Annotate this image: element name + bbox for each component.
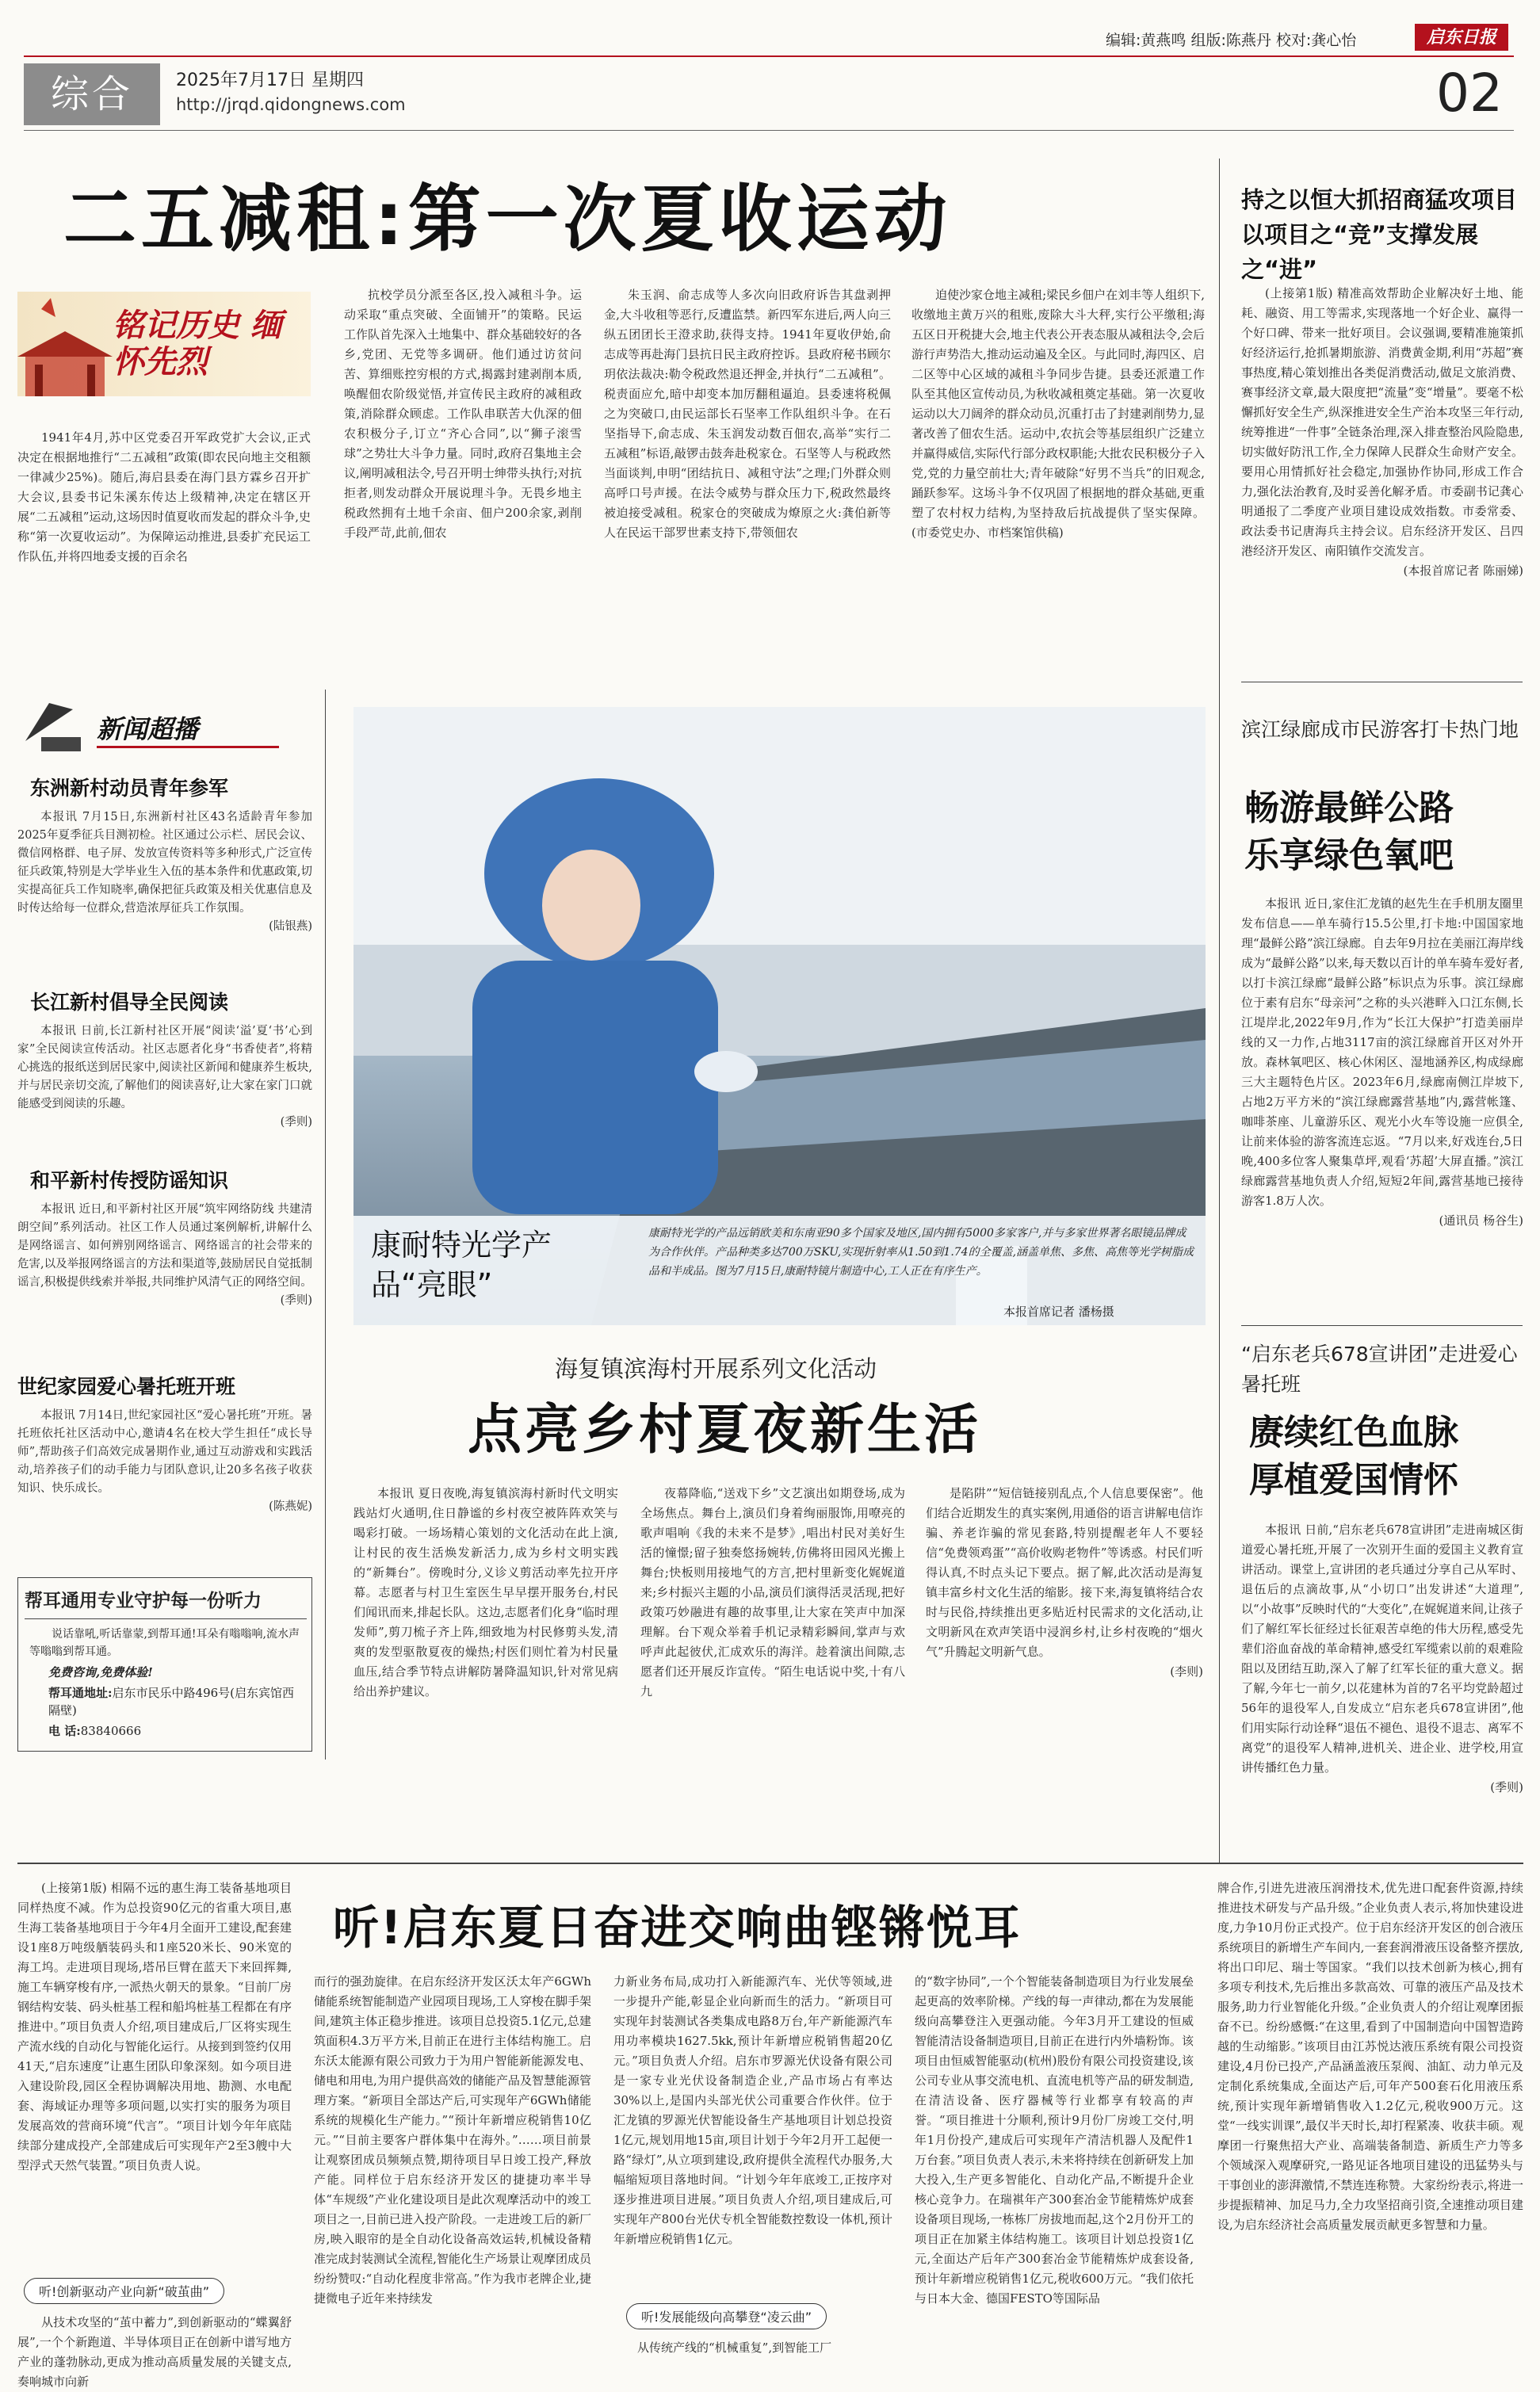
section-label: 综合 [24,63,160,125]
photo-caption-title: 康耐特光学产品“亮眼” [371,1228,552,1302]
brief-4-credit: (陈燕妮) [269,1500,312,1513]
ad-address-value: 启东市民乐中路496号(启东宾馆西隔壁) [48,1686,295,1718]
brief-3-title: 和平新村传授防谣知识 [30,1169,229,1192]
right-mid-headline: 畅游最鲜公路 乐享绿色氧吧 [1244,788,1454,876]
horizontal-divider [17,1863,1523,1864]
history-col-1: 1941年4月,苏中区党委召开军政党扩大会议,正式决定在根据地推行“二五减租”政策(即农民向地主交租额一律减少25%)。随后,海启县委在海门县方霖乡召开扩大会议,县委书记朱溪东传达上级精神,决定在辖区开展“二五减租”运动,这场因时值夏收而发起的群众斗争,史称“第一次夏收运动”。为保障运动推进,县委扩充民运工作队伍,并将四地委支援的百余名 [17,430,311,564]
right-mid-credit: (通讯员 杨谷生) [1439,1213,1523,1228]
ad-phone [48,1722,141,1739]
right-top-headline: 持之以恒大抓招商猛攻项目 以项目之“竞”支撑发展之“进” [1241,186,1518,283]
right-bottom-kicker: “启东老兵678宣讲团”走进爱心暑托班 [1241,1343,1518,1396]
history-headline: 二五减租:第一次夏收运动 [63,177,952,262]
bottom-col-1b: 从技术攻坚的“茧中蓄力”,到创新驱动的“蝶翼舒展”,一个个新跑道、半导体项目正在创新中谱写地方产业的蓬勃脉动,更成为推动高质量发展的关键支点,奏响城市向新 [17,2315,292,2389]
right-top-body [1241,284,1523,680]
briefs-logo-underline [97,746,279,748]
culture-credit: (李则) [1170,1664,1203,1679]
bottom-col-2: 而行的强劲旋律。在启东经济开发区沃太年产6GWh储能系统智能制造产业园项目现场,工人穿梭在脚手架间,建筑主体正稳步推进。该项目总投资5.1亿元,总建筑面积4.3万平方米,目前正在进行主体结构施工。启东沃太能源有限公司致力于为用户智能新能源发电、储电和用电,为用户提供高效的储能产品及智慧能源管理方案。“新项目全部达产后,可实现年产6GWh储能系统的规模化生产能力。”“预计年新增应税销售10亿元。”“目前主要客户群体集中在海外。”……项目前景让观察团成员频频点赞,期待项目早日竣工投产,释放产能。同样位于启东经济开发区的捷捷功率半导体“车规级”产业化建设项目是此次观摩活动中的竣工项目之一,目前已进入投产阶段。一走进竣工后的新厂房,映入眼帘的是全自动化设备高效运转,机械设备精准完成封装测试全流程,智能化生产场景让观摩团成员纷纷赞叹:“自动化程度非常高。”作为我市老牌企业,捷捷微电子近年来持续发 [314,1974,591,2306]
masthead [0,0,1540,135]
ad-free: 免费咨询,免费体验! [48,1665,153,1679]
history-col-4: 迫使沙家仓地主减租;梁民乡佃户在刘丰等人组织下,收缴地主黄万兴的租账,废除大斗大秤,实行公平缴租;海五区日开税捷大会,地主代表公开表态服从减租法令,会后游行声势浩大,推动运动遍及全区。与此同时,海四区、启二区等中心区域的减租斗争同步告捷。县委还派遣工作队至其他区宣传动员,为秋收减租奠定基础。第一次夏收运动以大刀阔斧的群众动员,沉重打击了封建剥削势力,显著改善了佃农生活。运动中,农抗会等基层组织广泛建立并赢得威信,实际代行部分政权职能;大批农民积极分子入党,党的力量空前壮大;青年破除“好男不当兵”的旧观念,踊跃参军。这场斗争不仅巩固了根据地的群众基础,更重塑了农村权力结构,为坚持敌后抗战提供了坚实保障。(市委党史办、市档案馆供稿) [911,288,1205,540]
bottom-col-1: (上接第1版) 相隔不远的惠生海工装备基地项目同样热度不减。作为总投资90亿元的省重大项目,惠生海工装备基地项目于今年4月全面开工建设,配套建设1座8万吨级舾装码头和1座520米长、90米宽的海工坞。走进项目现场,塔吊巨臂在蓝天下来回挥舞,施工车辆穿梭有序,一派热火朝天的景象。“目前厂房钢结构安装、码头桩基工程和船坞桩基工程都在有序推进中。”项目负责人介绍,项目建成后,厂区将实现生产流水线的自动化与智能化运行。从接到到签约仅用41天,“启东速度”让惠生团队印象深刻。如今项目进入建设阶段,园区全程协调解决用地、勘测、水电配套、海域证办理等多项问题,以实打实的服务为项目发展高效的营商环境“代言”。“项目计划今年年底陆续部分建成投产,全部建成后可实现年产2至3艘中大型浮式天然气装置。”项目负责人说。 [17,1881,292,2172]
editor-credits: 编辑:黄燕鸣 组版:陈燕丹 校对:龚心怡 [1106,32,1357,49]
ad-address-label: 帮耳通地址: [48,1686,113,1700]
right-divider-2 [1241,1325,1523,1326]
history-banner [17,292,311,396]
bottom-col-4: 的“数字协同”,一个个智能装备制造项目为行业发展垒起更高的效率阶梯。产线的每一声律动,都在为发展能级向高攀登注入更强动能。今年3月开工建设的恒威智能清洁设备制造项目,目前正在进行内外墙粉饰。该项目由恒威智能驱动(杭州)股份有限公司投资建设,该公司专业从事交流电机、直流电机等产品的研发制造,在清洁设备、医疗器械等行业都享有较高的声誉。“项目推进十分顺利,预计9月份厂房竣工交付,明年1月份投产,建成后可实现年产清洁机器人及配件1万台套。”项目负责人表示,未来将持续在创新研发上加大投入,生产更多智能化、自动化产品,不断提升企业核心竞争力。在瑞褀年产300套冶金节能精炼炉成套设备项目现场,一栋栋厂房拔地而起,这个2月份开工的项目正在加紧主体结构施工。该项目计划总投资1亿元,全面达产后年产300套冶金节能精炼炉成套设备,预计年新增应税销售1亿元,税收600万元。“我们依托与日本大金、德国FESTO等国际品 [915,1974,1194,2306]
header-rule-bottom [24,130,1514,131]
right-bottom-headline: 赓续红色血脉 厚植爱国情怀 [1249,1412,1458,1500]
history-col-2: 抗校学员分派至各区,投入减租斗争。运动采取“重点突破、全面铺开”的策略。民运工作队首先深入土地集中、群众基础较好的各乡,党团、无党等多调研。他们通过访贫问苦、算细账控穷根的方式,揭露封建剥削本质,唤醒佃农阶级觉悟,并宣传民主政府的减租政策,消除群众顾虑。工作队串联苦大仇深的佃农积极分子,订立“齐心合同”,以“狮子滚雪球”之势壮大斗争力量。同时,政府召集地主会议,阐明减租法令,号召开明士绅带头执行;对抗拒者,则发动群众开展说理斗争。无畏乡地主税政然拥有土地千余亩、佃户200余家,剥削手段严苛,此前,佃农 [344,288,583,540]
brief-2-credit: (季则) [280,1116,312,1129]
culture-col-3-text: 是陷阱”“短信链接别乱点,个人信息要保密”。他们结合近期发生的真实案例,用通俗的语言讲解电信诈骗、养老诈骗的常见套路,特别提醒老年人不要轻信“免费领鸡蛋”“高价收购老物件”等诱惑。村民们听得认真,不时点头记下要点。据了解,此次活动是海复镇丰富乡村文化生活的缩影。接下来,海复镇将结合农时与民俗,持续推出更多贴近村民需求的文化活动,让文明新风在欢声笑语中浸润乡村,让乡村夜晚的“烟火气”升腾起文明新气息。 [926,1486,1203,1659]
bottom-col-3: 力新业务布局,成功打入新能源汽车、光伏等领域,进一步提升产能,彰显企业向新而生的活力。“新项目可实现年封装测试各类集成电路8万台,年产新能源汽车用功率模块1627.5kk,预计年新增应税销售超20亿元。”项目负责人介绍。启东市罗源光伏设备有限公司是一家专业光伏设备制造企业,产品市场占有率达30%以上,是国内头部光伏公司重要合作伙伴。位于汇龙镇的罗源光伏智能设备生产基地项目计划总投资1亿元,规划用地15亩,项目计划于今年2月开工起便一路“绿灯”,从立项到建设,政府提供全流程代办服务,大幅缩短项目落地时间。“计划今年年底竣工,正按序对逐步推进项目进展。”项目负责人介绍,项目建成后,可实现年产800台光伏专机全智能数控数设一体机,预计年新增应税销售1亿元。 [613,1974,892,2246]
right-top-credit: (本报首席记者 陈丽娣) [1403,564,1523,578]
culture-kicker: 海复镇滨海村开展系列文化活动 [555,1355,877,1382]
gramophone-icon [17,694,89,757]
brief-1-credit: (陆银燕) [269,920,312,933]
history-banner-text: 铭记历史 缅怀先烈 [113,307,282,380]
section-pill-capability: 听!发展能级向高攀登“凌云曲” [626,2303,827,2329]
brief-1-text: 本报讯 7月15日,东洲新村社区43名适龄青年参加2025年夏季征兵目测初检。社区通过公示栏、居民会议、微信网格群、电子屏、发放宣传资料等多种形式,广泛宣传征兵政策,特别是大学毕业生入伍的基本条件和优惠政策,切实提高征兵工作知晓率,确保把征兵政策及相关优惠信息及时传达给每一位群众,营造浓厚征兵工作氛围。 [17,811,312,915]
photo-caption-text: 康耐特光学的产品远销欧美和东南亚90多个国家及地区,国内拥有5000多家客户,并与多家世界著名眼镜品牌成为合作伙伴。产品种类多达700万SKU,实现折射率从1.50到1.74的全覆盖,涵盖单焦、多焦、高焦等光学树脂成品和半成品。图为7月15日,康耐特镜片制造中心,工人正在有序生产。 [648,1227,1194,1278]
right-bottom-credit: (季则) [1490,1780,1523,1794]
history-col-3: 朱玉润、俞志成等人多次向旧政府诉告其盘剥押金,大斗收租等恶行,反遭监禁。新四军东进后,两人向三纵五团团长王澄求助,获得支持。1941年夏收伊始,俞志成等再赴海门县抗日民主政府控诉。县政府秘书顾尔玥依法裁决:勒令税政然退还押金,并执行“二五减租”。税责面应允,暗中却变本加厉翻租逼迫。县委速将税佩之为突破口,由民运部长石坚率工作队组织斗争。在石坚指导下,俞志成、朱玉润发动数百佃农,高举“实行二五减租”标语,敲锣击鼓奔赴税家仓。石坚等人与税政然当面谈判,申明“团结抗日、减租守法”之理;门外群众则高呼口号声援。在法令威势与群众压力下,税政然最终被迫接受减租。税家仓的突破成为燎原之火:龚伯新等人在民运干部罗世素支持下,带领佃农 [604,288,891,540]
brief-1-title: 东洲新村动员青年参军 [30,777,229,800]
brief-2-title: 长江新村倡导全民阅读 [30,991,229,1014]
brief-4-title: 世纪家园爱心暑托班开班 [17,1375,236,1398]
factory-photo [353,707,1206,1325]
brief-2-text: 本报讯 日前,长江新村社区开展“阅读‘溢’夏‘书’心到家”全民阅读宣传活动。社区志愿者化身“书香使者”,将精心挑选的报纸送到居民家中,阅读社区新闻和健康养生板块,并与居民亲切交流,了解他们的阅读喜好,让大家在家门口就能感受到阅读的乐趣。 [17,1025,312,1110]
right-mid-kicker: 滨江绿廊成市民游客打卡热门地 [1241,718,1519,741]
briefs-logo-text: 新闻超播 [97,714,199,744]
culture-col-1: 本报讯 夏日夜晚,海复镇滨海村新时代文明实践站灯火通明,住日静谧的乡村夜空被阵阵欢笑与喝彩打破。一场场精心策划的文化活动在此上演,让村民的夜生活焕发新活力,成为乡村文明实践的“新舞台”。傍晚时分,义诊义剪活动率先拉开序幕。志愿者与村卫生室医生早早摆开服务台,村民们闻讯而来,排起长队。这边,志愿者们化身“临时理发师”,剪刀梳子齐上阵,细致地为村民修剪头发,清爽的发型驱散夏夜的燥热;村医们则忙着为村民量血压,结合季节特点讲解防暑降温知识,针对常见病给出养护建议。 [353,1486,618,1698]
pavilion-illustration [17,292,113,396]
brief-3-body [17,1201,312,1359]
issue-date: 2025年7月17日 星期四 [176,71,364,90]
page-number: 02 [1436,63,1503,124]
ad-line1: 说话靠吼,听话靠蒙,到帮耳通!耳朵有嗡嗡响,流水声等嗡嗡到帮耳通。 [29,1628,300,1658]
bottom-col-3b: 从传统产线的“机械重复”,到智能工厂 [637,2340,832,2355]
right-bottom-body [1241,1520,1523,1839]
briefs-logo [17,694,279,757]
paper-name: 启东日报 [1426,27,1496,48]
photo-credit: 本报首席记者 潘杨摄 [1003,1305,1114,1319]
right-mid-body [1241,894,1523,1320]
header-rule [24,55,1514,57]
right-top-text: (上接第1版) 精准高效帮助企业解决好土地、能耗、融资、用工等需求,实现落地一个好企业、赢得一个好口碑、带来一批好项目。会议强调,要精准施策抓好经济运行,抢抓暑期旅游、消费黄金期,利用“苏超”赛事热度,精心策划推出各类促消费活动,做足文旅消费、赛事经济文章,最大限度把“流量”变“增量”。要毫不松懈抓好安全生产,纵深推进安全生产治本攻坚三年行动,统筹推进“一件事”全链条治理,深入排查整治风险隐患,切实做好防汛工作,全力保障人民群众生命财产安全。要用心用情抓好社会稳定,加强协作协同,形成工作合力,强化法治教育,及时妥善化解矛盾。市委副书记龚心明通报了二季度产业项目建设成效指数。市委常委、政法委书记唐海兵主持会议。启东经济开发区、吕四港经济开发区、南阳镇作交流发言。 [1241,286,1523,558]
paper-logo [1415,24,1508,51]
vertical-divider [1219,159,1220,1863]
left-vertical-divider [325,690,326,1760]
ad-phone-value: 83840666 [80,1724,142,1738]
bottom-col-5: 牌合作,引进先进液压润滑技术,优先进口配套件资源,持续推进技术研发与产品升级。”企业负责人表示,将加快建设进度,力争10月份正式投产。位于启东经济开发区的创合液压系统项目的新增生产车间内,一套套润滑液压设备整齐摆放,将出口印尼、瑞士等国家。“我们以技术创新为核心,拥有多项专利技术,先后推出多款高效、可靠的液压产品及技术服务,助力行业智能化升级。”企业负责人的介绍让观摩团振奋不已。纷纷感慨:“在这里,看到了中国制造向中国智造跨越的生动缩影。”该项目由江苏悦达液压系统有限公司投资建设,4月份已投产,产品涵盖液压泵阀、油缸、动力单元及定制化系统集成,全面达产后,可年产500套石化用液压系统,预计实现年新增销售收入1.2亿元,税收900万元。这堂“一线实训课”,最仅半天时长,却打程紧凑、收获丰硕。观摩团一行聚焦招大产业、高端装备制造、新质生产力等多个领域深入观摩研究,一路见证各地项目建设的迅猛势头与干事创业的澎湃激情,不禁连连称赞。大家纷纷表示,将进一步提振精神、加足马力,全力攻坚招商引资,全速推动项目建设,为启东经济社会高质量发展贡献更多智慧和力量。 [1217,1881,1523,2232]
brief-4-body [17,1407,312,1565]
culture-col-2: 夜幕降临,“送戏下乡”文艺演出如期登场,成为全场焦点。舞台上,演员们身着绚丽服饰,用嘹亮的歌声唱响《我的未来不是梦》,唱出村民对美好生活的憧憬;留子独奏悠扬婉转,仿佛将田园风光搬上舞台;快板则用接地气的方言,把村里新变化娓娓道来;乡村振兴主题的小品,演员们演得活灵活现,把好政策巧妙融进有趣的故事里,让大家在笑声中加深理解。台下观众举着手机记录精彩瞬间,掌声与欢呼声此起彼伏,汇成欢乐的海洋。趁着演出间隙,志愿者们还开展反诈宣传。“陌生电话说中奖,十有八九 [640,1486,905,1698]
ad-address [48,1684,302,1719]
brief-3-credit: (季则) [280,1294,312,1307]
photo-caption-box [353,1216,1206,1325]
brief-2-body [17,1022,312,1157]
culture-headline: 点亮乡村夏夜新生活 [468,1399,982,1462]
culture-col-3 [926,1484,1203,1817]
brief-3-text: 本报讯 近日,和平新村社区开展“筑牢网络防线 共建清朗空间”系列活动。社区工作人员通过案例解析,讲解什么是网络谣言、如何辨别网络谣言、网络谣言的社会带来的危害,以及举报网络谣言的方法和渠道等,鼓励居民自觉抵制谣言,积极提供线索并举报,共同维护风清气正的网络空间。 [17,1203,312,1289]
brief-1-body [17,808,312,975]
brief-4-text: 本报讯 7月14日,世纪家园社区“爱心暑托班”开班。暑托班依托社区活动中心,邀请4名在校大学生担任“成长导师”,帮助孩子们高效完成暑期作业,通过互动游戏和实践活动,培养孩子们的动手能力与团队意识,让20多名孩子收获知识、快乐成长。 [17,1409,312,1495]
section-pill-innovation: 听!创新驱动产业向新“破茧曲” [24,2278,224,2304]
hearing-ad [17,1577,312,1752]
website-url[interactable]: http://jrqd.qidongnews.com [176,95,406,114]
bottom-headline: 听!启东夏日奋进交响曲铿锵悦耳 [333,1901,1022,1954]
right-bottom-text: 本报讯 日前,“启东老兵678宣讲团”走进南城区街道爱心暑托班,开展了一次别开生面的爱国主义教育宣讲活动。课堂上,宣讲团的老兵通过分享自己从军时、退伍后的点滴故事,从“小切口”出发讲述“大道理”,以“小故事”反映时代的“大变化”,在娓娓道来间,让孩子们了解红军长征经过长征艰苦卓绝的伟大历程,感受先辈们浴血奋战的革命精神,感受红军缆索以前的艰难险阻以及团结互助,深入了解了红军长征的重大意义。据了解,今年七一前夕,以花建林为首的7名平均党龄超过56年的退役军人,自发成立“启东老兵678宣讲团”,他们用实际行动诠释“退伍不褪色、退役不退志、离军不离党”的退役军人精神,进机关、进企业、进学校,用宣讲传播红色力量。 [1241,1523,1523,1775]
ad-phone-label: 电 话: [48,1724,81,1738]
ad-title: 帮耳通用专业守护每一份听力 [25,1586,307,1619]
right-mid-text: 本报讯 近日,家住汇龙镇的赵先生在手机朋友圈里发布信息——单车骑行15.5公里,打卡地:中国国家地理“最鲜公路”滨江绿廊。自去年9月拉在美丽江海岸线成为“最鲜公路”以来,每天数以百计的单车骑车爱好者,以打卡滨江绿廊“最鲜公路”标识点为乐事。滨江绿廊位于素有启东“母亲河”之称的头兴港畔入口江东侧,长江堤岸北,2022年9月,作为“长江大保护”打造美丽岸线的又一力作,占地3117亩的滨江绿廊首开区对外开放。森林氧吧区、核心休闲区、湿地涵养区,构成绿廊三大主题特色片区。2023年6月,绿廊南侧江岸坡下,占地2万平方米的“滨江绿廊露营基地”内,露营帐篷、咖啡茶座、儿童游乐区、观光小火车等设施一应俱全,让前来体验的游客流连忘返。“7月以来,好戏连台,5日晚,400多位客人聚集草坪,观看‘苏超’大屏直播。”滨江绿廊露营基地负责人介绍,短短2年间,露营基地已接待游客1.8万人次。 [1241,896,1523,1208]
